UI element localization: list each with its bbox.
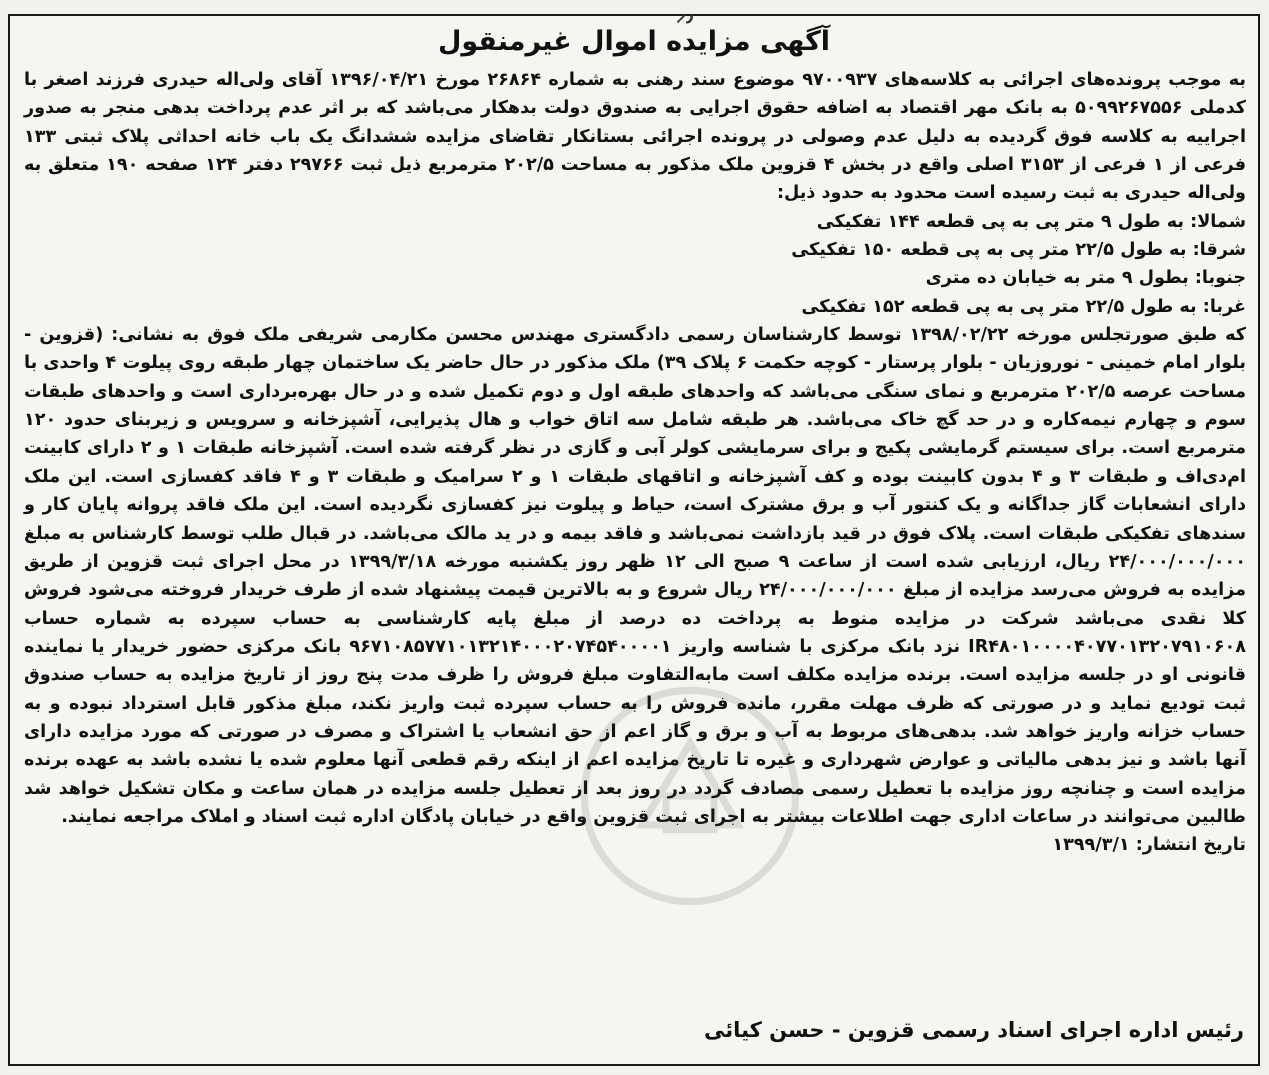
boundary-east: شرقا: به طول ۲۲/۵ متر پی به پی قطعه ۱۵۰ تفکیکی <box>791 240 1246 261</box>
boundary-south: جنوبا: بطول ۹ متر به خیابان ده متری <box>925 268 1246 289</box>
boundary-north: شمالا: به طول ۹ متر پی به پی قطعه ۱۴۴ تفکیکی <box>816 211 1246 232</box>
intro-paragraph: به موجب پرونده‌های اجرائی به کلاسه‌های ۹۷۰۰۹۳۷ موضوع سند رهنی به شماره ۲۶۸۶۴ مورخ ۱۳۹۶/۰۴/۲۱ آقای ولی‌اله حیدری فرزند اصغر با کدملی ۵۰۹۹۲۶۷۵۵۶ به بانک مهر اقتصاد به اضافه حقوق اجرایی به صندوق دولت بدهکار می‌باشد که بر اثر عدم پرداخت بدهی منجر به صدور اجراییه به کلاسه فوق گردیده به دلیل عدم وصولی در پرونده اجرائی بستانکار تقاضای مزایده ششدانگ یک باب خانه احداثی پلاک ثبتی ۱۳۳ فرعی از ۱ فرعی از ۳۱۵۳ اصلی واقع در بخش ۴ قزوین ملک مذکور به مساحت ۲۰۲/۵ مترمربع ذیل ثبت ۲۹۷۶۶ دفتر ۱۲۴ صفحه ۱۹۰ متعلق به ولی‌اله حیدری به ثبت رسیده است محدود به حدود ذیل: <box>24 70 1246 204</box>
notice-title: آگهی مزایده اموال غیرمنقول <box>437 26 831 57</box>
signature-line: رئیس اداره اجرای اسناد رسمی قزوین - حسن کیائی <box>704 1018 1244 1042</box>
notice-body <box>24 66 1246 860</box>
details-paragraph: که طبق صورتجلس مورخه ۱۳۹۸/۰۲/۲۲ توسط کارشناسان رسمی دادگستری مهندس محسن مکارمی شریفی ملک فوق به نشانی: (قزوین - بلوار امام خمینی - نوروزیان - بلوار پرستار - کوچه حکمت ۶ پلاک ۳۹) ملک مذکور در حال حاضر یک ساختمان چهار طبقه روی پیلوت ۴ واحدی با مساحت عرصه ۲۰۲/۵ مترمربع و نمای سنگی می‌باشد که واحدهای طبقه اول و دوم تکمیل شده و در حال بهره‌برداری است و واحدهای طبقات سوم و چهارم نیمه‌کاره و در حد گچ خاک می‌باشد. هر طبقه شامل سه اتاق خواب و هال پذیرایی، آشپزخانه و سرویس و زیربنای حدود ۱۲۰ مترمربع است. برای سیستم گرمایشی پکیج و برای سرمایشی کولر آبی و گازی در نظر گرفته شده است. آشپزخانه طبقات ۱ و ۲ دارای کابینت ام‌دی‌اف و طبقات ۳ و ۴ بدون کابینت بوده و کف آشپزخانه و اتاقهای طبقات ۱ و ۲ سرامیک و طبقات ۳ و ۴ فاقد کفسازی است. این ملک دارای انشعابات گاز جداگانه و یک کنتور آب و برق مشترک است، حیاط و پیلوت نیز کفسازی نگردیده است. این ملک فاقد پروانه پایان کار و سندهای تفکیکی طبقات است. پلاک فوق در قید بازداشت نمی‌باشد و فاقد بیمه و در ید مالک می‌باشد. در قبال طلب توسط کارشناس به مبلغ ۲۴/۰۰۰/۰۰۰/۰۰۰ ریال، ارزیابی شده است از ساعت ۹ صبح الی ۱۲ ظهر روز یکشنبه مورخه ۱۳۹۹/۳/۱۸ در محل اجرای ثبت قزوین از طریق مزایده به فروش می‌رسد مزایده از مبلغ ۲۴/۰۰۰/۰۰۰/۰۰۰ ریال شروع و به بالاترین قیمت پیشنهاد شده از طرف خریدار فروخته می‌شود فروش کلا نقدی می‌باشد شرکت در مزایده منوط به پرداخت ده درصد از مبلغ پایه کارشناسی به حساب سپرده به شماره حساب IR۴۸۰۱۰۰۰۰۴۰۷۷۰۱۳۲۰۷۹۱۰۶۰۸ نزد بانک مرکزی با شناسه واریز ۹۶۷۱۰۸۵۷۷۱۰۱۳۲۱۴۰۰۰۲۰۷۴۵۴۰۰۰۰۱ بانک مرکزی حضور خریدار یا نماینده قانونی او در جلسه مزایده است. برنده مزایده مکلف است مابه‌التفاوت مبلغ فروش را ظرف مدت پنج روز از تاریخ مزایده به حساب صندوق ثبت تودیع نماید و در صورتی که ظرف مهلت مقرر، مانده فروش را به حساب سپرده ثبت واریز نکند، مبلغ مذکور قابل استرداد نبوده و به حساب خزانه واریز خواهد شد. بدهی‌های مربوط به آب و برق و گاز اعم از حق انشعاب یا اشتراک و مصرف در صورتی که مورد مزایده دارای آنها باشد و نیز بدهی مالیاتی و عوارض شهرداری و غیره تا تاریخ مزایده اعم از اینکه رقم قطعی آنها معلوم شده یا نشده باشد به عهده برنده مزایده است و چنانچه روز مزایده با تعطیل رسمی مصادف گردد در روز بعد از تعطیل جلسه مزایده در همان ساعت و مکان تشکیل خواهد شد طالبین می‌توانند در ساعات اداری جهت اطلاعات بیشتر به اجرای ثبت قزوین واقع در خیابان پادگان اداره ثبت اسناد و املاک مراجعه نمایند. <box>24 325 1247 827</box>
notice-frame <box>8 14 1260 1066</box>
publish-date: تاریخ انتشار: ۱۳۹۹/۳/۱ <box>1052 835 1246 856</box>
handwritten-mark-icon: ⸝٫ <box>676 2 694 26</box>
boundary-west: غربا: به طول ۲۲/۵ متر پی به پی قطعه ۱۵۲ تفکیکی <box>801 296 1246 317</box>
